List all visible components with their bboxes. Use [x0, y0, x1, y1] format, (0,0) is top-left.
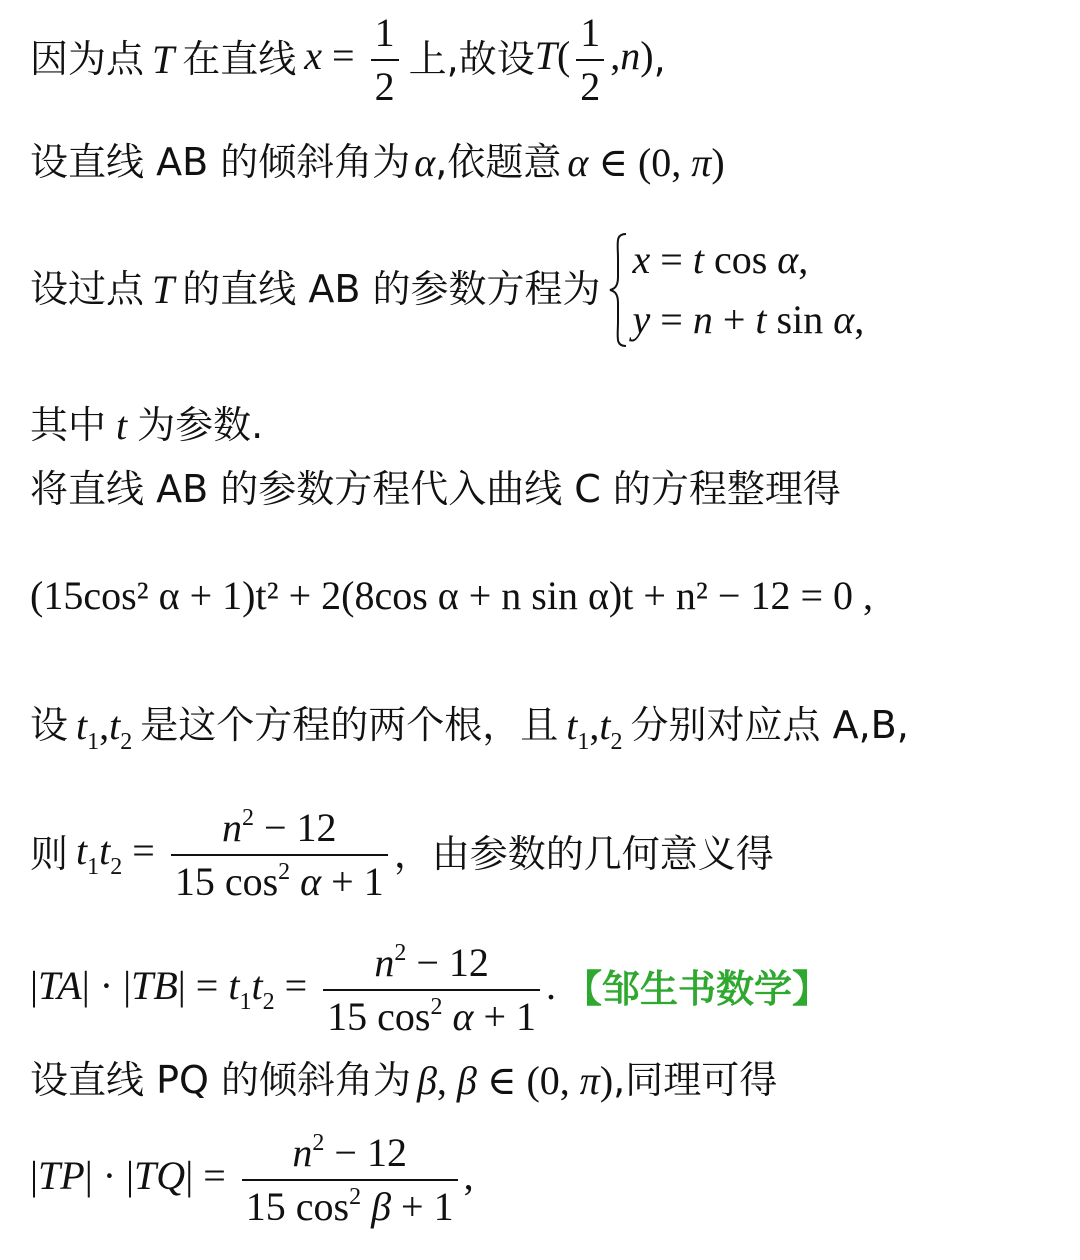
- line-6-equation: [30, 568, 1060, 623]
- watermark: 【邹生书数学】: [564, 967, 831, 1012]
- text: ,: [653, 37, 666, 82]
- text: 上,故设: [408, 37, 535, 82]
- text: 在直线: [182, 37, 297, 82]
- math-eq-x-half: x = $\frac{1}{2}$: [304, 9, 404, 111]
- left-brace-icon: [607, 231, 629, 349]
- text: 其中: [30, 402, 107, 447]
- text: ,依题意: [435, 139, 562, 184]
- text: 的直线 AB 的参数方程为: [182, 267, 601, 312]
- text: 为参数.: [137, 402, 264, 447]
- math-beta-range: , β ∈ (0, π): [436, 1057, 614, 1103]
- text: 设直线 AB 的倾斜角为: [30, 139, 411, 184]
- line-10: [30, 1053, 1060, 1108]
- math-alpha-range: α ∈ (0, π): [567, 139, 725, 185]
- text: 是这个方程的两个根，且: [140, 703, 559, 748]
- math-t1-t2: $t_1,t_2$: [566, 703, 623, 755]
- text: ，由参数的几何意义得: [393, 832, 774, 877]
- math-t1t2-fraction: $t_1t_2$ = $\frac{n^2 - 12}{15 \cos^2 \alpha + 1}$: [76, 804, 394, 906]
- text: ,同理可得: [613, 1057, 778, 1102]
- math-TA-TB-product: $|TA| \cdot |TB| = t_1t_2$ = $\frac{n^2 - 12}{15 \cos^2 \alpha + 1}$ .: [30, 940, 557, 1039]
- line-8: [30, 800, 1060, 910]
- line-2: [30, 135, 1060, 190]
- line-3: [30, 225, 1060, 355]
- text: 设直线 PQ 的倾斜角为: [30, 1057, 411, 1102]
- math-T-point: T( $\frac{1}{2}$ ,n): [534, 10, 654, 109]
- line-11: [30, 1125, 1060, 1235]
- text: 因为点: [30, 37, 145, 82]
- math-beta: β: [416, 1057, 437, 1103]
- text: (15cos² α + 1)t² + 2(8cos α + n sin α)t + n² − 12 = 0 ,: [30, 572, 874, 618]
- text: 分别对应点 A,B,: [630, 703, 909, 748]
- math-t1-t2: $t_1,t_2$: [76, 703, 133, 755]
- math-T: T: [152, 267, 175, 312]
- text: 将直线 AB 的参数方程代入曲线 C 的方程整理得: [30, 466, 841, 511]
- line-5: [30, 462, 1060, 517]
- math-t: t: [116, 402, 128, 448]
- param-x-eq: x = t cos α,: [632, 237, 809, 282]
- math-alpha: α: [414, 139, 436, 185]
- math-T: T: [152, 37, 175, 82]
- math-TP-TQ-product: |TP| · |TQ| = $\frac{n^2 - 12}{15 \cos^2 \beta + 1}$ ,: [30, 1130, 474, 1229]
- param-system: [607, 231, 865, 349]
- line-7: [30, 696, 1060, 756]
- text: 则: [30, 832, 69, 877]
- param-y-eq: y = n + t sin α,: [632, 297, 865, 342]
- line-4: [30, 398, 1060, 453]
- text: 设: [30, 703, 69, 748]
- text: 设过点: [30, 267, 145, 312]
- line-9: [30, 935, 1060, 1045]
- line-1: [30, 10, 1060, 110]
